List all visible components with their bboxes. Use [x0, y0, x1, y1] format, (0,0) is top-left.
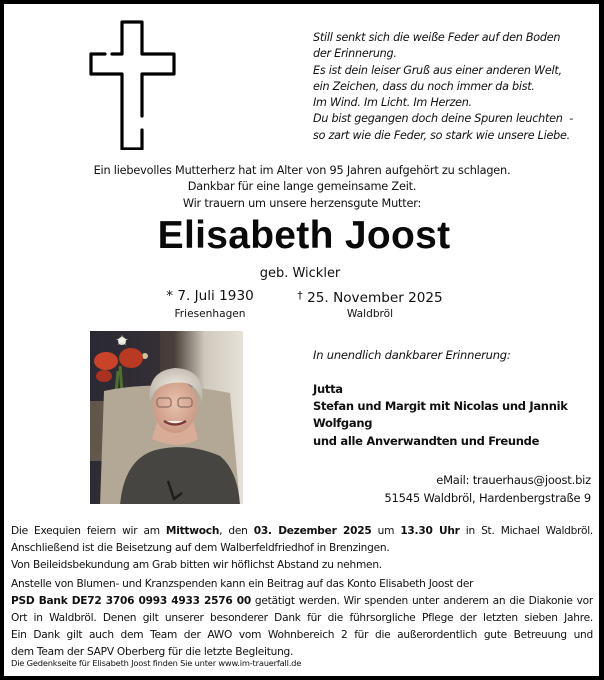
service-line: Die Exequien feiern wir am Mittwoch, den 03. Dezember 2025 um 13.30 Uhr in St. Michael Waldbröl. [11, 525, 593, 537]
maiden-name: geb. Wickler [259, 266, 341, 281]
death-date-text: 25. November 2025 [307, 290, 443, 306]
service-time: 13.30 Uhr [400, 525, 460, 537]
intro-line: Dankbar für eine lange gemeinsame Zeit. [187, 180, 417, 194]
service-day: Mittwoch [165, 525, 220, 537]
poem-line: ein Zeichen, dass du noch immer da bist. [313, 79, 535, 93]
portrait-image [90, 331, 243, 504]
service-date: 03. Dezember 2025 [253, 525, 372, 537]
death-date [290, 287, 450, 307]
poem-line: Du bist gegangen doch deine Spuren leuchten - [313, 112, 574, 126]
poem [313, 30, 598, 144]
death-dagger-icon: † [297, 289, 303, 302]
family-member: Jutta [313, 382, 343, 396]
contact-block [384, 471, 591, 507]
deceased-name: Elisabeth Joost [157, 214, 451, 257]
poem-line: Still senkt sich die weiße Feder auf den Boden [313, 31, 561, 44]
contact-address: 51545 Waldbröl, Hardenbergstraße 9 [384, 491, 591, 505]
contact-email[interactable]: eMail: trauerhaus@joost.biz [436, 473, 591, 487]
intro-line: Ein liebevolles Mutterherz hat im Alter von 95 Jahren aufgehört zu schlagen. [93, 164, 511, 177]
condolence-line: Von Beileidsbekundung am Grab bitten wir höflichst Abstand zu nehmen. [11, 559, 382, 572]
memory-heading: In unendlich dankbarer Erinnerung: [313, 348, 511, 362]
thanks-line: Ein Dank gilt auch dem Team der AWO vom Wohnbereich 2 für die außerordentlich gute Betreuung und [11, 629, 593, 642]
donation-line: Anstelle von Blumen- und Kranzspenden kann ein Beitrag auf das Konto Elisabeth Joost der [11, 577, 474, 590]
family-list [313, 381, 568, 450]
family-member: und alle Anverwandten und Freunde [313, 433, 540, 448]
poem-line: so zart wie die Feder, so stark wie unsere Liebe. [313, 128, 570, 142]
donation-bank-line: PSD Bank DE72 3706 0993 4933 2576 00 getätigt werden. Wir spenden unter anderem an die Diakonie vor [11, 594, 593, 607]
birth-star-icon: * [166, 288, 174, 304]
family-member: Stefan und Margit mit Nicolas und Jannik [313, 399, 568, 414]
bank-account: PSD Bank DE72 3706 0993 4933 2576 00 [11, 594, 251, 607]
service-details [11, 523, 593, 662]
intro-line: Wir trauern um unsere herzensgute Mutter: [182, 196, 422, 210]
death-place: Waldbröl [346, 308, 394, 320]
intro-text [0, 163, 604, 212]
portrait-photo [90, 331, 243, 504]
thanks-line: dem Team der SAPV Oberberg für die letzte Begleitung. [11, 646, 294, 659]
birth-date-text: 7. Juli 1930 [177, 288, 254, 304]
poem-line: Im Wind. Im Licht. Im Herzen. [313, 96, 472, 110]
memorial-page-note: Die Gedenkseite für Elisabeth Joost finden Sie unter www.im-trauerfall.de [11, 658, 302, 668]
cross-icon [85, 12, 181, 150]
poem-line: der Erinnerung. [313, 47, 397, 61]
family-member: Wolfgang [313, 416, 373, 431]
poem-line: Es ist dein leiser Gruß aus einer anderen Welt, [313, 63, 562, 77]
burial-line: Anschließend ist die Beisetzung auf dem Walberfeldfriedhof in Brenzingen. [11, 542, 390, 555]
donation-line: Ort in Waldbröl. Denen gilt unserer besonderer Dank für die führsorgliche Pflege der letzten sieben Jahre. [11, 611, 593, 624]
birth-place: Friesenhagen [174, 308, 246, 320]
birth-date [150, 287, 270, 305]
